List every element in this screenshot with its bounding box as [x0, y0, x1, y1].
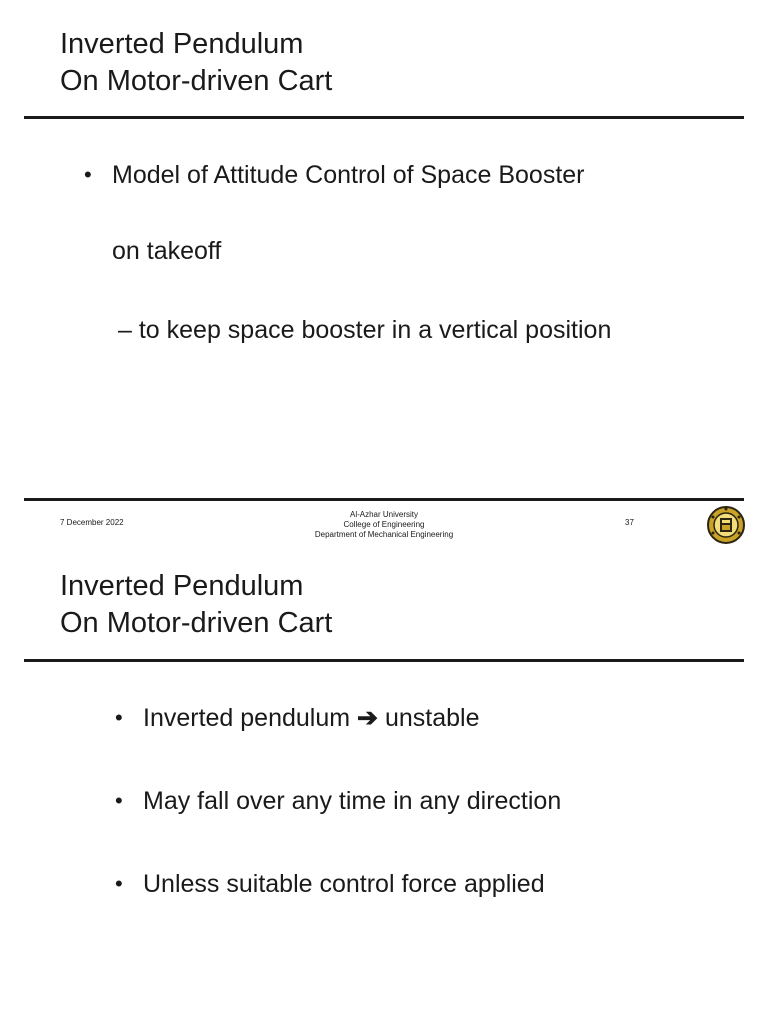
university-seal-icon [706, 505, 746, 545]
slide-2-bullet-3 [115, 868, 545, 900]
footer-university: Al-Azhar University [349, 510, 418, 519]
slide-2-title-line-2: On Motor-driven Cart [60, 607, 333, 639]
bullet-dot-icon: • [115, 871, 123, 896]
slide-1-title-line-2: On Motor-driven Cart [60, 65, 333, 97]
slide-2-bullet-2-text: May fall over any time in any direction [143, 787, 562, 815]
slide-2-title-line-1: Inverted Pendulum [60, 570, 304, 602]
footer-department: Department of Mechanical Engineering [314, 530, 454, 539]
slide-1-bullet-text: Model of Attitude Control of Space Booster [112, 161, 585, 189]
slide-2-title [60, 568, 332, 642]
slide-2-bullet-3-text: Unless suitable control force applied [143, 870, 545, 898]
slide-1-title [60, 26, 332, 100]
slide-1-sub-bullet: – to keep space booster in a vertical position [118, 316, 612, 344]
bullet-dot-icon: • [115, 788, 123, 813]
bullet-dot-icon: • [84, 162, 92, 187]
bullet-dot-icon: • [115, 705, 123, 730]
slide-1-bullet [84, 159, 585, 191]
slide-1-title-line-1: Inverted Pendulum [60, 28, 304, 60]
footer-college: College of Engineering [343, 520, 425, 529]
slide-2-bullet-2 [115, 785, 562, 817]
slide-2-bullet-1 [115, 702, 480, 734]
footer-rule [24, 498, 744, 501]
footer-date: 7 December 2022 [60, 518, 124, 527]
slide-1-title-rule [24, 116, 744, 119]
slide-2-bullet-1-before: Inverted pendulum [143, 704, 351, 732]
right-arrow-icon: ➔ [357, 704, 378, 732]
footer-page-number: 37 [625, 518, 634, 527]
slide-2 [0, 548, 768, 1024]
slide-2-bullet-1-after: unstable [384, 704, 480, 732]
slide-2-title-rule [24, 659, 744, 662]
slide-1-bullet-continuation: on takeoff [112, 237, 222, 265]
footer-institution [284, 510, 484, 540]
